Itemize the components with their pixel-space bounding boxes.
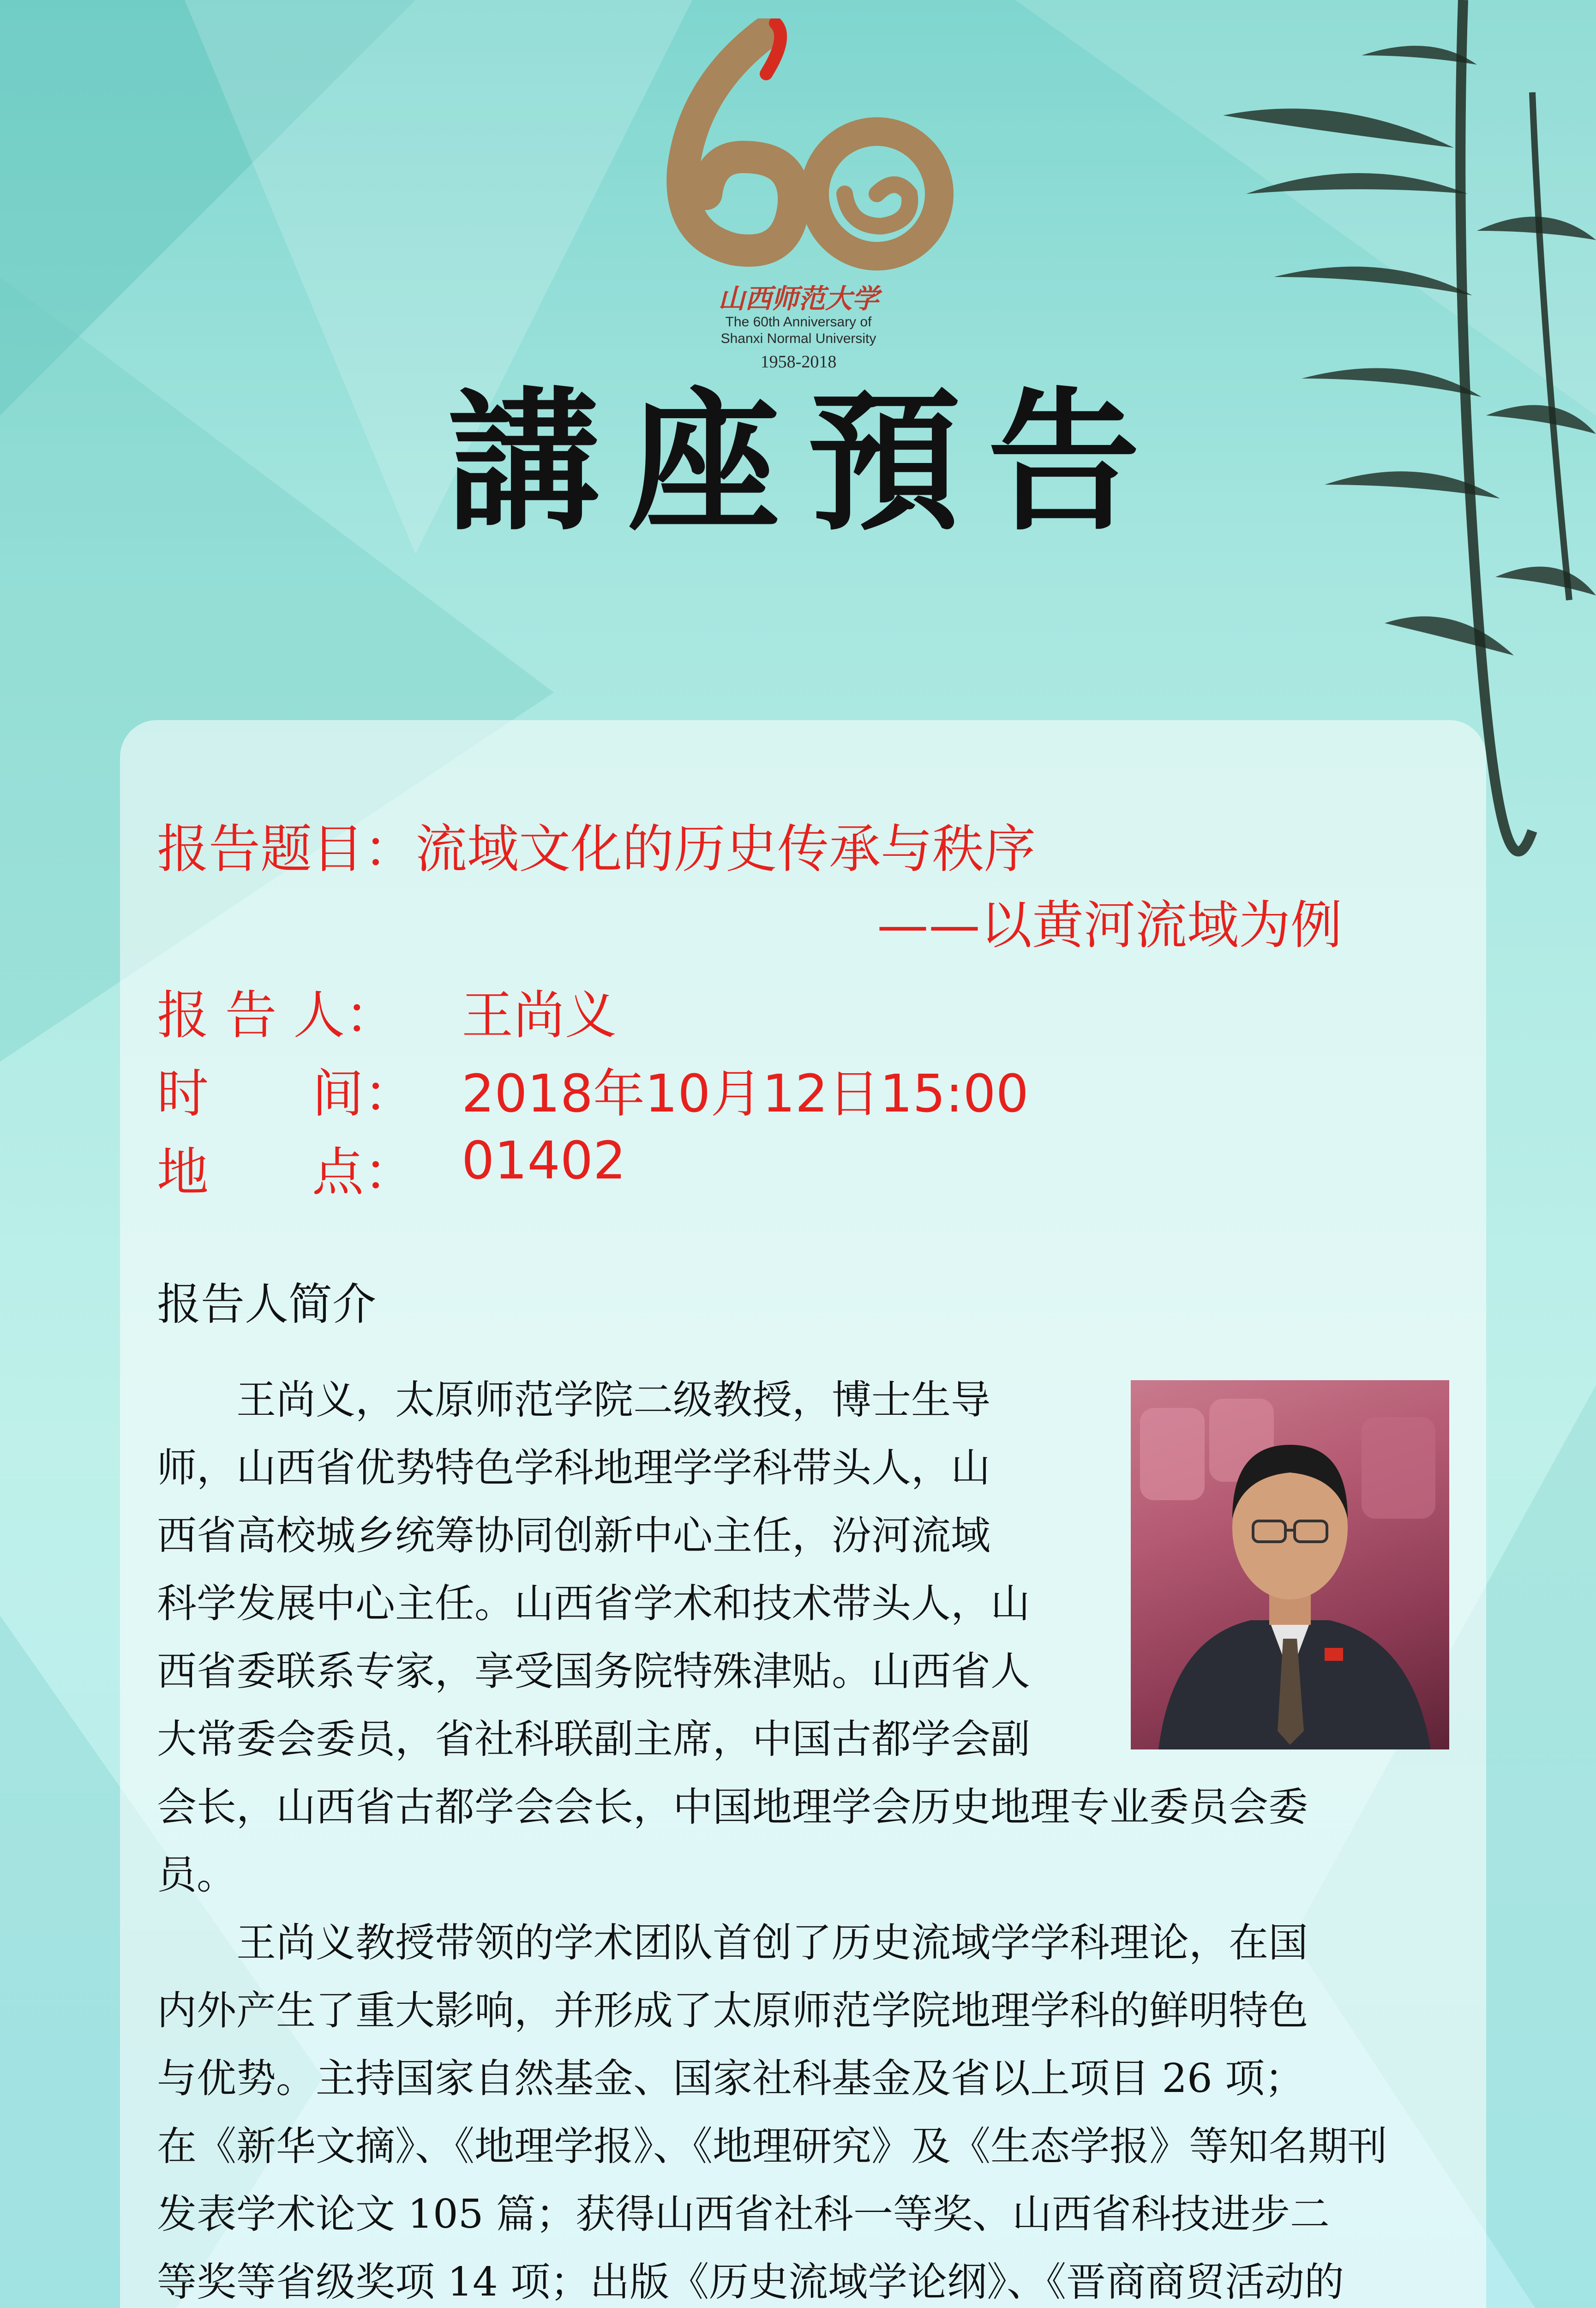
p1-line: 科学发展中心主任。山西省学术和技术带头人，山 (157, 1581, 1030, 1627)
logo-anniversary-line2: Shanxi Normal University (720, 331, 876, 346)
p2-line: 发表学术论文 105 篇；获得山西省社科一等奖、山西省科技进步二 (157, 2191, 1330, 2237)
logo-anniversary-text (692, 314, 905, 347)
logo-years: 1958-2018 (760, 352, 837, 372)
topic-label: 报告题目： (157, 819, 415, 879)
place-label: 地 点： (157, 1142, 415, 1202)
p2-line: 在《新华文摘》、《地理学报》、《地理研究》及《生态学报》等知名期刊 (157, 2123, 1387, 2170)
topic-subtitle: ——以黄河流域为例 (877, 896, 1342, 956)
time-value: 2018年10月12日15:00 (462, 1064, 1029, 1124)
p1-line: 大常委会委员，省社科联副主席，中国古都学会副 (157, 1716, 1030, 1762)
speaker-photo (1131, 1380, 1449, 1749)
intro-heading: 报告人简介 (157, 1279, 377, 1330)
intro-paragraph-1 (157, 1366, 1117, 1773)
time-label: 时 间： (157, 1064, 415, 1124)
topic-row (157, 808, 1036, 882)
p1-line: 员。 (157, 1852, 236, 1898)
topic-value: 流域文化的历史传承与秩序 (415, 819, 1036, 879)
p1-line: 师，山西省优势特色学科地理学学科带头人，山 (157, 1445, 990, 1491)
logo-university-name: 山西师范大学 (718, 283, 879, 314)
speaker-label: 报 告 人： (157, 986, 397, 1046)
place-row (157, 1131, 1080, 1202)
p2-line: 内外产生了重大影响，并形成了太原师范学院地理学科的鲜明特色 (157, 1988, 1308, 2034)
time-row (157, 1052, 1080, 1124)
p1-line: 西省委联系专家，享受国务院特殊津贴。山西省人 (157, 1648, 1030, 1695)
p2-line: 王尚义教授带领的学术团队首创了历史流域学学科理论，在国 (236, 1920, 1308, 1966)
intro-paragraph-1-cont (157, 1773, 1449, 1909)
logo-anniversary-line1: The 60th Anniversary of (725, 314, 872, 330)
university-60th-anniversary-logo (637, 18, 960, 379)
poster-title: 講座預告 (448, 372, 1168, 551)
p1-line: 会长，山西省古都学会会长，中国地理学会历史地理专业委员会委 (157, 1784, 1308, 1830)
speaker-row (157, 974, 1080, 1046)
intro-paragraph-2 (157, 1909, 1449, 2308)
p2-line: 等奖等省级奖项 14 项；出版《历史流域学论纲》、《晋商商贸活动的 (157, 2259, 1344, 2305)
logo-60-mark-icon (637, 18, 960, 277)
place-value: 01402 (462, 1131, 626, 1191)
speaker-portrait-icon (1131, 1380, 1449, 1749)
p2-line: 与优势。主持国家自然基金、国家社科基金及省以上项目 26 项； (157, 2056, 1305, 2102)
p1-line: 王尚义，太原师范学院二级教授，博士生导 (236, 1377, 990, 1423)
speaker-value: 王尚义 (462, 986, 617, 1046)
p1-line: 西省高校城乡统筹协同创新中心主任，汾河流域 (157, 1513, 990, 1559)
